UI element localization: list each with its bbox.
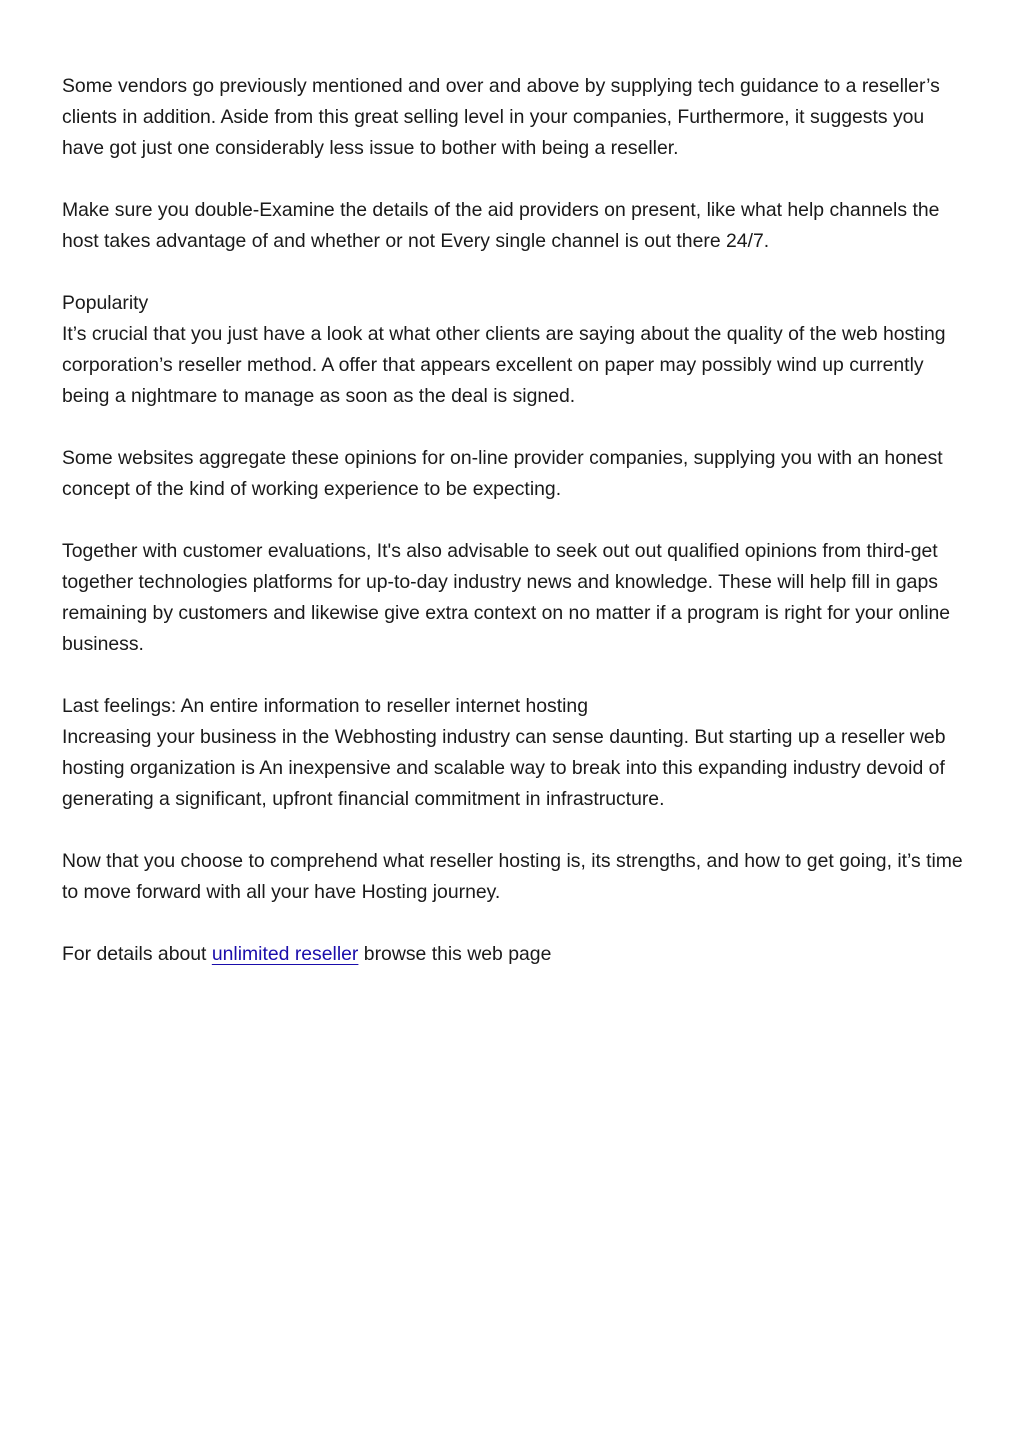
details-suffix: browse this web page [358,943,552,965]
paragraph-now-that: Now that you choose to comprehend what reseller hosting is, its strengths, and how to get going, it’s time to move forward with all your have Hosting journey. [62,850,963,903]
heading-last-feelings: Last feelings: An entire information to reseller internet hosting [62,695,588,717]
heading-popularity: Popularity [62,292,149,314]
unlimited-reseller-link[interactable]: unlimited reseller [211,943,359,965]
section-popularity [62,288,967,412]
document-body [62,71,967,1001]
section-last-feelings [62,691,967,815]
paragraph-vendors: Some vendors go previously mentioned and over and above by supplying tech guidance to a reseller’s clients in addition. Aside from this great selling level in your companies, Furthermore, it suggests you have got just one considerably less issue to bother with being a reseller. [62,75,940,159]
paragraph-popularity: It’s crucial that you just have a look at what other clients are saying about the quality of the web hosting corporation’s reseller method. A offer that appears excellent on paper may possibly wind up currently being a nightmare to manage as soon as the deal is signed. [62,323,946,407]
paragraph-details [62,939,967,970]
paragraph-websites-aggregate: Some websites aggregate these opinions for on-line provider companies, supplying you with an honest concept of the kind of working experience to be expecting. [62,447,943,500]
details-prefix: For details about [62,943,212,965]
paragraph-increasing-business: Increasing your business in the Webhosting industry can sense daunting. But starting up a reseller web hosting organization is An inexpensive and scalable way to break into this expanding industry devoid of generating a significant, upfront financial commitment in infrastructure. [62,726,946,810]
paragraph-customer-evaluations: Together with customer evaluations, It's also advisable to seek out out qualified opinions from third-get together technologies platforms for up-to-day industry news and knowledge. These will help fill in gaps remaining by customers and likewise give extra context on no matter if a program is right for your online business. [62,540,951,655]
paragraph-support-details: Make sure you double-Examine the details of the aid providers on present, like what help channels the host takes advantage of and whether or not Every single channel is out there 24/7. [62,199,940,252]
